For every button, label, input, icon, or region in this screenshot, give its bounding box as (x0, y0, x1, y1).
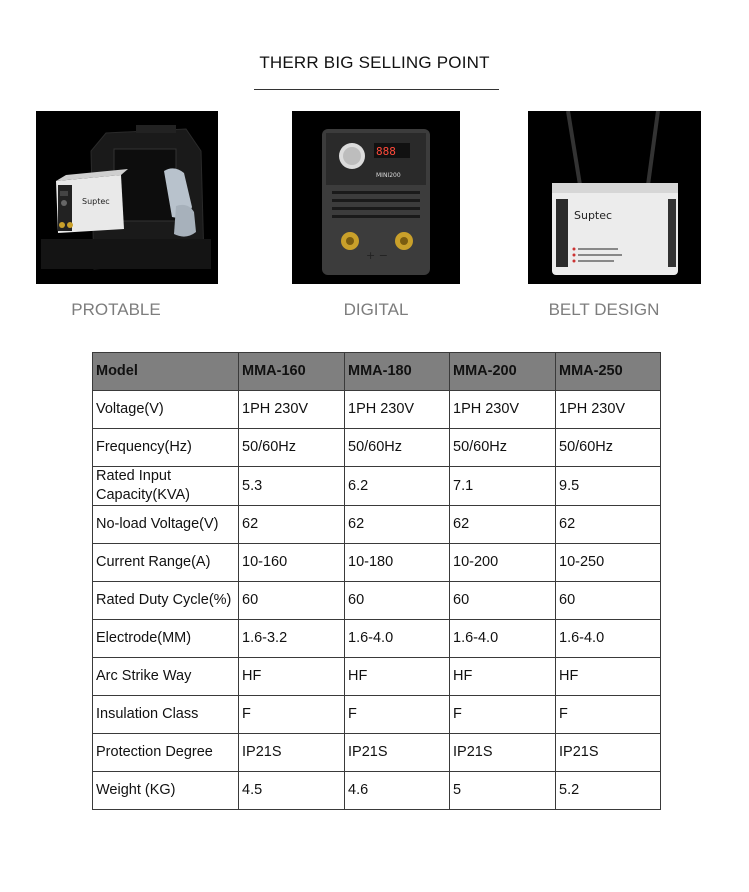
table-row (93, 658, 661, 696)
value-cell: 1.6-4.0 (345, 620, 450, 658)
value-cell: F (556, 696, 661, 734)
value-cell: 50/60Hz (450, 429, 556, 467)
value-cell: HF (450, 658, 556, 696)
value-cell: 6.2 (345, 467, 450, 506)
value-cell: 62 (450, 506, 556, 544)
value-cell: 50/60Hz (239, 429, 345, 467)
row-label-cell: Arc Strike Way (93, 658, 239, 696)
value-cell: IP21S (239, 734, 345, 772)
belt-design-image (528, 111, 701, 284)
value-cell: 60 (450, 582, 556, 620)
table-row (93, 582, 661, 620)
value-cell: HF (556, 658, 661, 696)
value-cell: 5.3 (239, 467, 345, 506)
row-label-cell: No-load Voltage(V) (93, 506, 239, 544)
digital-display-text: 888 (376, 145, 396, 158)
value-cell: 7.1 (450, 467, 556, 506)
row-label-cell: Rated Duty Cycle(%) (93, 582, 239, 620)
value-cell: 60 (239, 582, 345, 620)
value-cell: 10-160 (239, 544, 345, 582)
heading-underline (254, 89, 499, 90)
feature-label-belt: BELT DESIGN (548, 300, 660, 319)
value-cell: 1PH 230V (450, 391, 556, 429)
value-cell: IP21S (556, 734, 661, 772)
polarity-plus-minus: + − (366, 249, 388, 262)
belt-brand-logo-text: Suptec (574, 209, 613, 222)
table-header-row (93, 353, 661, 391)
digital-panel-image (292, 111, 460, 284)
brand-logo-text: Suptec (82, 197, 110, 206)
value-cell: IP21S (450, 734, 556, 772)
value-cell: 60 (556, 582, 661, 620)
table-row (93, 772, 661, 810)
row-label-cell: Rated Input Capacity(KVA) (93, 467, 239, 506)
value-cell: HF (239, 658, 345, 696)
value-cell: 60 (345, 582, 450, 620)
value-cell: 4.5 (239, 772, 345, 810)
value-cell: 50/60Hz (345, 429, 450, 467)
value-cell: 5 (450, 772, 556, 810)
value-cell: 50/60Hz (556, 429, 661, 467)
row-label-cell: Current Range(A) (93, 544, 239, 582)
header-cell: MMA-200 (450, 353, 556, 391)
table-row (93, 620, 661, 658)
model-label-text: MINI200 (376, 172, 401, 179)
table-row (93, 696, 661, 734)
header-cell: MMA-160 (239, 353, 345, 391)
value-cell: HF (345, 658, 450, 696)
value-cell: 62 (239, 506, 345, 544)
row-label-cell: Frequency(Hz) (93, 429, 239, 467)
value-cell: 1PH 230V (556, 391, 661, 429)
row-label-cell: Electrode(MM) (93, 620, 239, 658)
value-cell: 62 (556, 506, 661, 544)
table-row (93, 391, 661, 429)
section-heading: THERR BIG SELLING POINT (259, 53, 490, 72)
value-cell: IP21S (345, 734, 450, 772)
row-label-cell: Insulation Class (93, 696, 239, 734)
value-cell: 10-200 (450, 544, 556, 582)
value-cell: 10-250 (556, 544, 661, 582)
header-cell: Model (93, 353, 239, 391)
value-cell: F (450, 696, 556, 734)
value-cell: F (239, 696, 345, 734)
value-cell: F (345, 696, 450, 734)
value-cell: 62 (345, 506, 450, 544)
value-cell: 10-180 (345, 544, 450, 582)
header-cell: MMA-250 (556, 353, 661, 391)
header-cell: MMA-180 (345, 353, 450, 391)
portable-case-image (36, 111, 218, 284)
value-cell: 1PH 230V (345, 391, 450, 429)
row-label-cell: Weight (KG) (93, 772, 239, 810)
value-cell: 9.5 (556, 467, 661, 506)
value-cell: 1.6-4.0 (556, 620, 661, 658)
value-cell: 1.6-4.0 (450, 620, 556, 658)
row-label-cell: Voltage(V) (93, 391, 239, 429)
table-row (93, 734, 661, 772)
feature-label-digital: DIGITAL (343, 300, 409, 319)
table-row (93, 544, 661, 582)
value-cell: 1.6-3.2 (239, 620, 345, 658)
table-row (93, 506, 661, 544)
value-cell: 5.2 (556, 772, 661, 810)
feature-label-portable: PROTABLE (71, 300, 161, 319)
value-cell: 1PH 230V (239, 391, 345, 429)
table-row (93, 429, 661, 467)
value-cell: 4.6 (345, 772, 450, 810)
specification-table (92, 352, 661, 810)
table-row (93, 467, 661, 506)
row-label-cell: Protection Degree (93, 734, 239, 772)
